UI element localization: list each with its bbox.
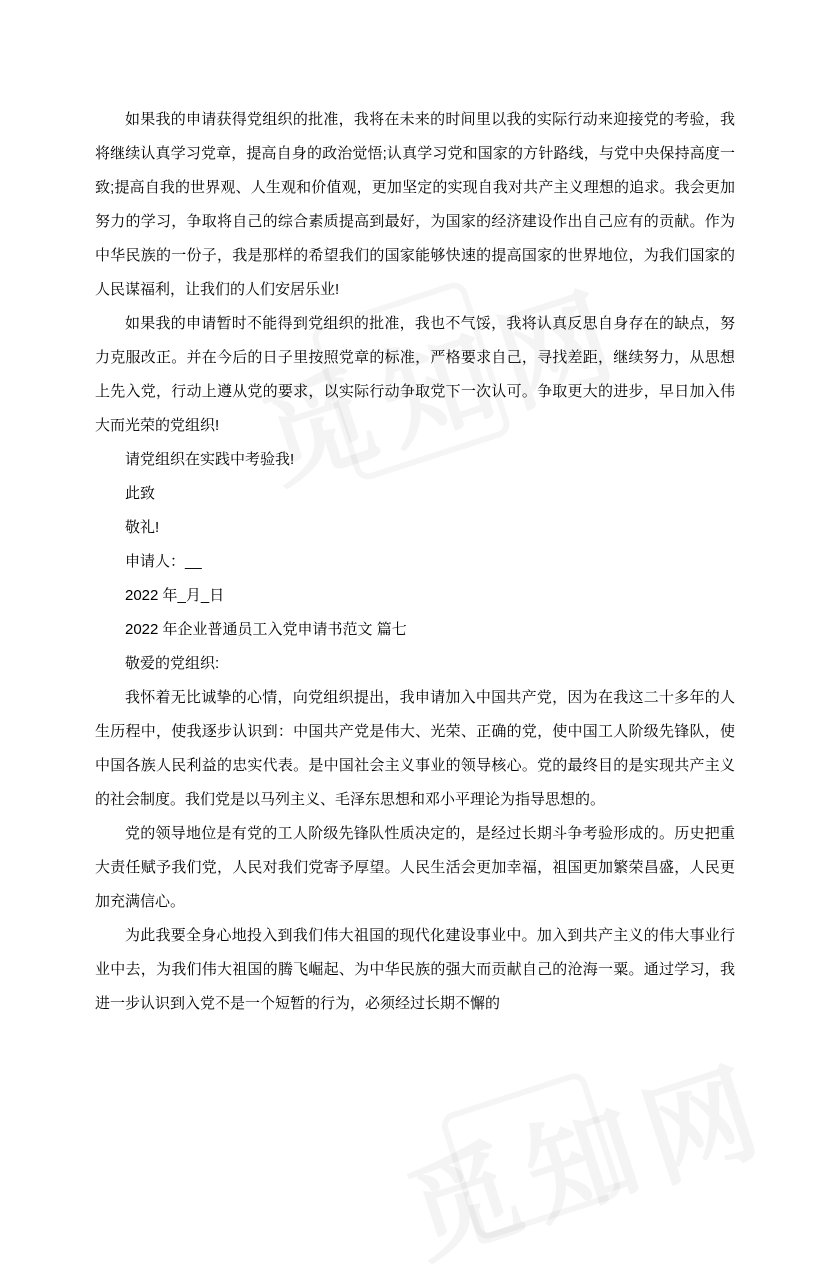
paragraph-party-leadership: 党的领导地位是有党的工人阶级先锋队性质决定的，是经过长期斗争考验形成的。历史把重大责任赋予我们党，人民对我们党寄予厚望。人民生活会更加幸福，祖国更加繁荣昌盛，人民更加充满信心。	[95, 825, 735, 910]
watermark-frame-bottom	[438, 1070, 623, 1243]
paragraph-approval-outcome: 如果我的申请获得党组织的批准，我将在未来的时间里以我的实际行动来迎接党的考验，我将继续认真学习党章，提高自身的政治觉悟;认真学习党和国家的方针路线，与党中央保持高度一致;提高自我的世界观、人生观和价值观，更加坚定的实现自我对共产主义理想的追求。我会更加努力的学习，争取将自己的综合素质提高到最好，为国家的经济建设作出自己应有的贡献。作为中华民族的一份子，我是那样的希望我们的国家能够快速的提高国家的世界地位，为我们国家的人民谋福利，让我们的人们安居乐业!	[95, 111, 735, 298]
paragraph-salute-line: 敬礼!	[125, 519, 160, 536]
watermark-bottom	[385, 1021, 788, 1286]
paragraph-section-title: 2022 年企业普通员工入党申请书范文 篇七	[125, 621, 407, 638]
paragraph-salutation: 敬爱的党组织:	[125, 655, 220, 672]
paragraph-dedication: 为此我要全身心地投入到我们伟大祖国的现代化建设事业中。加入到共产主义的伟大事业行业中去，为我们伟大祖国的腾飞崛起、为中华民族的强大而贡献自己的沧海一粟。通过学习，我进一步认识到入党不是一个短暂的行为，必须经过长期不懈的	[95, 927, 735, 1012]
paragraph-date-line: 2022 年_月_日	[125, 587, 225, 604]
paragraph-applicant-line: 申请人：__	[125, 553, 202, 570]
paragraph-cizhi-line: 此致	[125, 485, 156, 502]
paragraph-application-intro: 我怀着无比诚挚的心情，向党组织提出，我申请加入中国共产党，因为在我这二十多年的人生历程中，使我逐步认识到：中国共产党是伟大、光荣、正确的党，使中国工人阶级先锋队，使中国各族人民利益的忠实代表。是中国社会主义事业的领导核心。党的最终目的是实现共产主义的社会制度。我们党是以马列主义、毛泽东思想和邓小平理论为指导思想的。	[95, 689, 735, 808]
paragraph-rejection-outcome: 如果我的申请暂时不能得到党组织的批准，我也不气馁，我将认真反思自身存在的缺点，努力克服改正。并在今后的日子里按照党章的标准，严格要求自己，寻找差距，继续努力，从思想上先入党，行动上遵从党的要求，以实际行动争取党下一次认可。争取更大的进步，早日加入伟大而光荣的党组织!	[95, 315, 735, 434]
document-content	[95, 103, 735, 1021]
paragraph-test-me-line: 请党组织在实践中考验我!	[125, 451, 295, 468]
